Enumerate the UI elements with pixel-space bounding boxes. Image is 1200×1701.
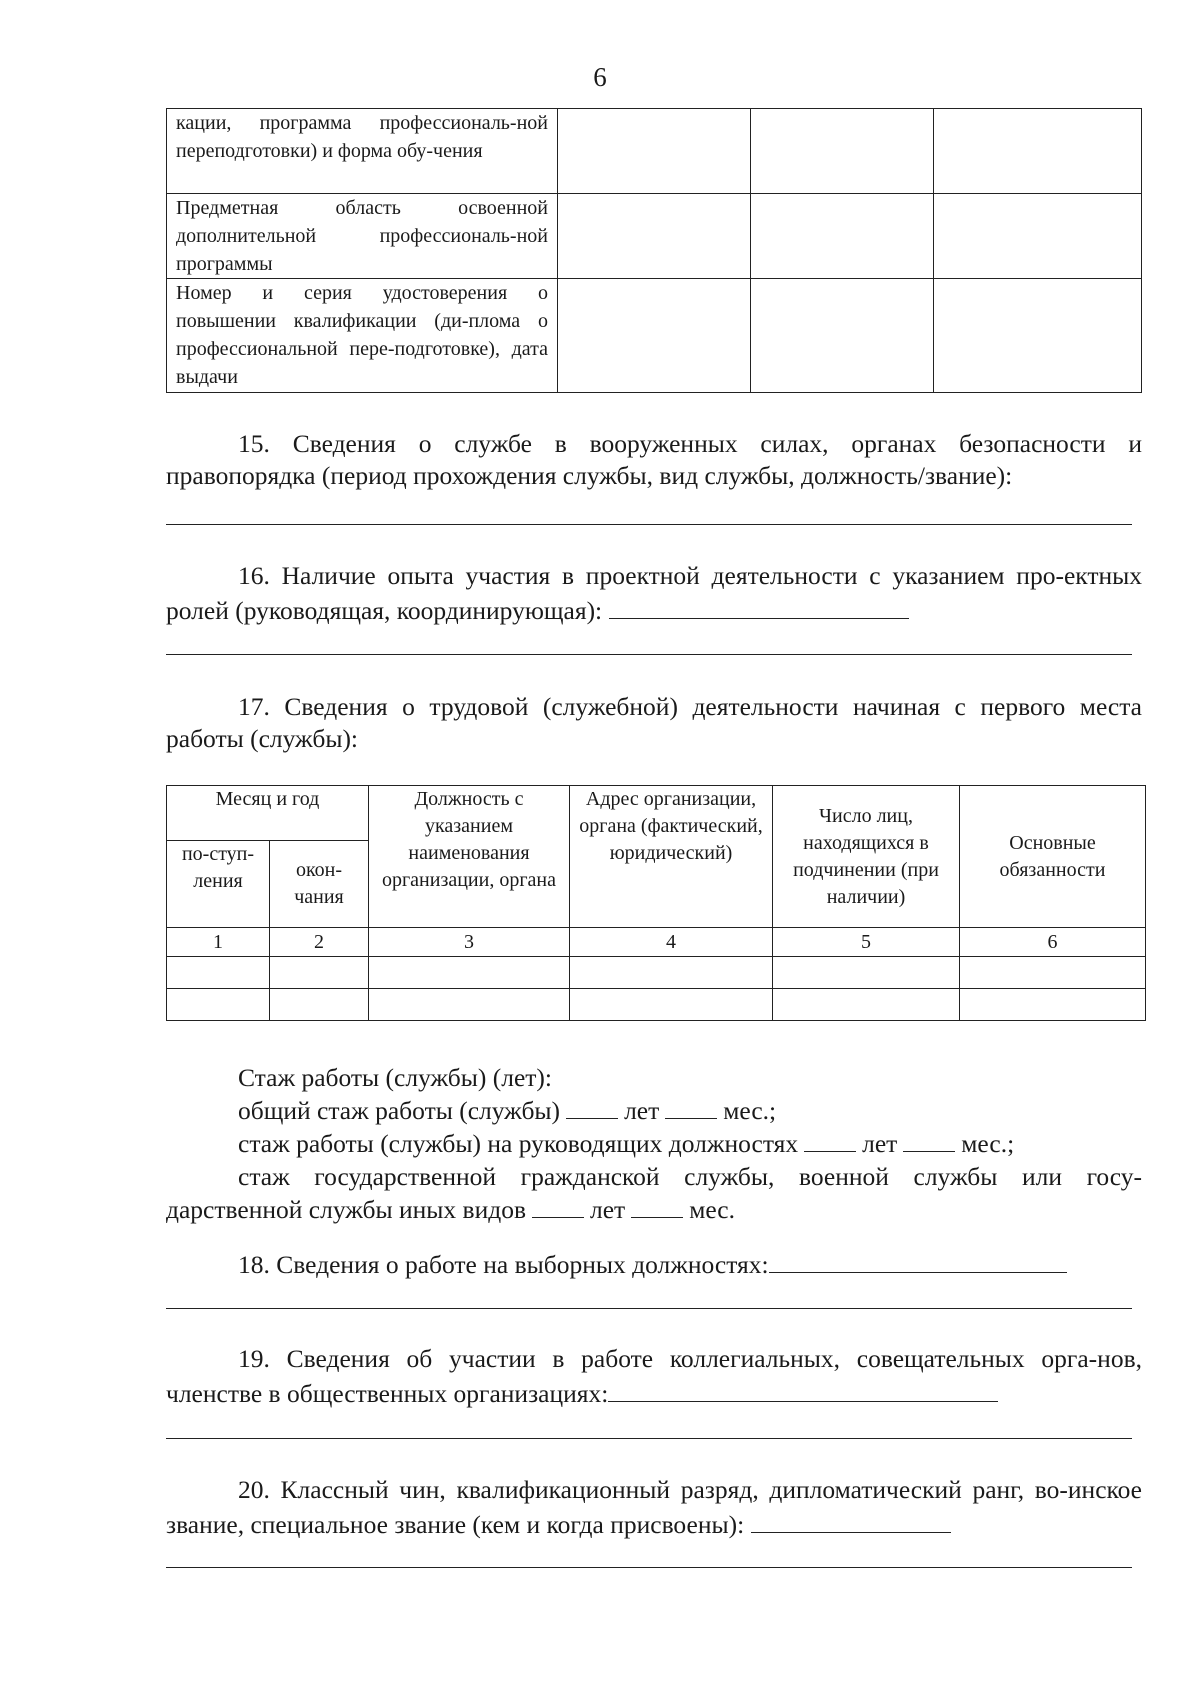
section-20-text: 20. Классный чин, квалификационный разряд, дипломатический ранг, во-инское звание, специальное звание (кем и когда присвоены): [166, 1475, 1142, 1539]
page-number: 6 [593, 62, 607, 92]
table-cell-empty[interactable] [369, 957, 570, 989]
header-start: по-ступ-ления [167, 841, 270, 928]
tenure-leadership-line [166, 1127, 1142, 1160]
header-subordinates: Число лиц, находящихся в подчинении (при наличии) [773, 786, 960, 928]
section-19-text: 19. Сведения об участии в работе коллегиальных, совещательных орга-нов, членстве в общественных организациях: [166, 1344, 1142, 1408]
table-header-row [167, 786, 1146, 841]
section-17 [166, 691, 1142, 755]
section-20 [166, 1474, 1142, 1541]
section-18-answer-inline[interactable] [769, 1246, 1067, 1273]
table-cell-empty [934, 109, 1142, 194]
tenure-total-line [166, 1094, 1142, 1127]
tenure-leadership-label: стаж работы (службы) на руководящих должностях [238, 1129, 799, 1158]
table-cell-empty[interactable] [570, 957, 773, 989]
table-row [167, 109, 1142, 194]
column-number: 4 [570, 928, 773, 957]
section-15 [166, 428, 1142, 492]
section-16-answer-inline[interactable] [609, 592, 909, 619]
section-18-answer-line[interactable] [166, 1308, 1132, 1309]
column-number: 2 [270, 928, 369, 957]
months-label: мес.; [961, 1129, 1015, 1158]
total-years-input[interactable] [566, 1094, 618, 1119]
table-cell-label: Предметная область освоенной дополнительной профессиональ-ной программы [167, 194, 558, 279]
tenure-block [166, 1061, 1142, 1226]
table-cell-empty [751, 109, 934, 194]
tenure-state-line-2 [166, 1193, 1142, 1226]
table-row [167, 194, 1142, 279]
table-cell-empty [751, 279, 934, 393]
section-16 [166, 560, 1142, 627]
header-month-year: Месяц и год [167, 786, 369, 841]
table-cell-label: кации, программа профессиональ-ной переподготовки) и форма обу-чения [167, 109, 558, 194]
column-number: 5 [773, 928, 960, 957]
table-cell-empty[interactable] [369, 989, 570, 1021]
table-cell-empty[interactable] [570, 989, 773, 1021]
table-cell-empty[interactable] [960, 989, 1146, 1021]
leadership-months-input[interactable] [903, 1127, 955, 1152]
table-cell-empty [558, 194, 751, 279]
table-row [167, 957, 1146, 989]
header-position: Должность с указанием наименования организации, органа [369, 786, 570, 928]
tenure-state-line-1: стаж государственной гражданской службы, военной службы или госу- [238, 1162, 1142, 1191]
section-17-text: 17. Сведения о трудовой (служебной) деятельности начиная с первого места работы (службы): [166, 692, 1142, 753]
column-number: 1 [167, 928, 270, 957]
table-cell-empty[interactable] [960, 957, 1146, 989]
leadership-years-input[interactable] [804, 1127, 856, 1152]
table-cell-label: Номер и серия удостоверения о повышении квалификации (ди-плома о профессиональной пере-подготовке), дата выдачи [167, 279, 558, 393]
tenure-total-label: общий стаж работы (службы) [238, 1096, 561, 1125]
table-cell-empty[interactable] [270, 989, 369, 1021]
section-15-text: 15. Сведения о службе в вооруженных силах, органах безопасности и правопорядка (период прохождения службы, вид службы, должность/звание): [166, 429, 1142, 490]
table-cell-empty[interactable] [167, 989, 270, 1021]
years-label: лет [624, 1096, 660, 1125]
table-cell-empty[interactable] [773, 989, 960, 1021]
header-duties: Основные обязанности [960, 786, 1146, 928]
qualification-table [166, 108, 1142, 393]
header-address: Адрес организации, органа (фактический, юридический) [570, 786, 773, 928]
section-19 [166, 1343, 1142, 1410]
section-18 [166, 1246, 1142, 1281]
table-cell-empty [558, 279, 751, 393]
column-number: 3 [369, 928, 570, 957]
years-label: лет [590, 1195, 626, 1224]
months-label: мес.; [723, 1096, 777, 1125]
section-16-answer-line[interactable] [166, 654, 1132, 655]
work-history-table [166, 785, 1146, 1021]
tenure-heading: Стаж работы (службы) (лет): [238, 1063, 553, 1092]
years-label: лет [862, 1129, 898, 1158]
state-years-input[interactable] [532, 1193, 584, 1218]
table-cell-empty [934, 194, 1142, 279]
months-end-label: мес. [689, 1195, 735, 1224]
tenure-state-label: дарственной службы иных видов [166, 1195, 527, 1224]
section-15-answer-line[interactable] [166, 524, 1132, 525]
section-20-answer-line[interactable] [166, 1567, 1132, 1568]
table-cell-empty [751, 194, 934, 279]
table-row-numbers [167, 928, 1146, 957]
section-16-text: 16. Наличие опыта участия в проектной деятельности с указанием про-ектных ролей (руководящая, координирующая): [166, 561, 1142, 625]
header-end: окон-чания [270, 841, 369, 928]
table-cell-empty [934, 279, 1142, 393]
table-row [167, 279, 1142, 393]
table-row [167, 989, 1146, 1021]
column-number: 6 [960, 928, 1146, 957]
section-19-answer-line[interactable] [166, 1438, 1132, 1439]
table-cell-empty[interactable] [270, 957, 369, 989]
table-cell-empty[interactable] [773, 957, 960, 989]
section-18-text: 18. Сведения о работе на выборных должностях: [238, 1250, 769, 1279]
state-months-input[interactable] [631, 1193, 683, 1218]
table-cell-empty [558, 109, 751, 194]
section-19-answer-inline[interactable] [608, 1375, 998, 1402]
section-20-answer-inline[interactable] [751, 1506, 951, 1533]
table-cell-empty[interactable] [167, 957, 270, 989]
total-months-input[interactable] [665, 1094, 717, 1119]
